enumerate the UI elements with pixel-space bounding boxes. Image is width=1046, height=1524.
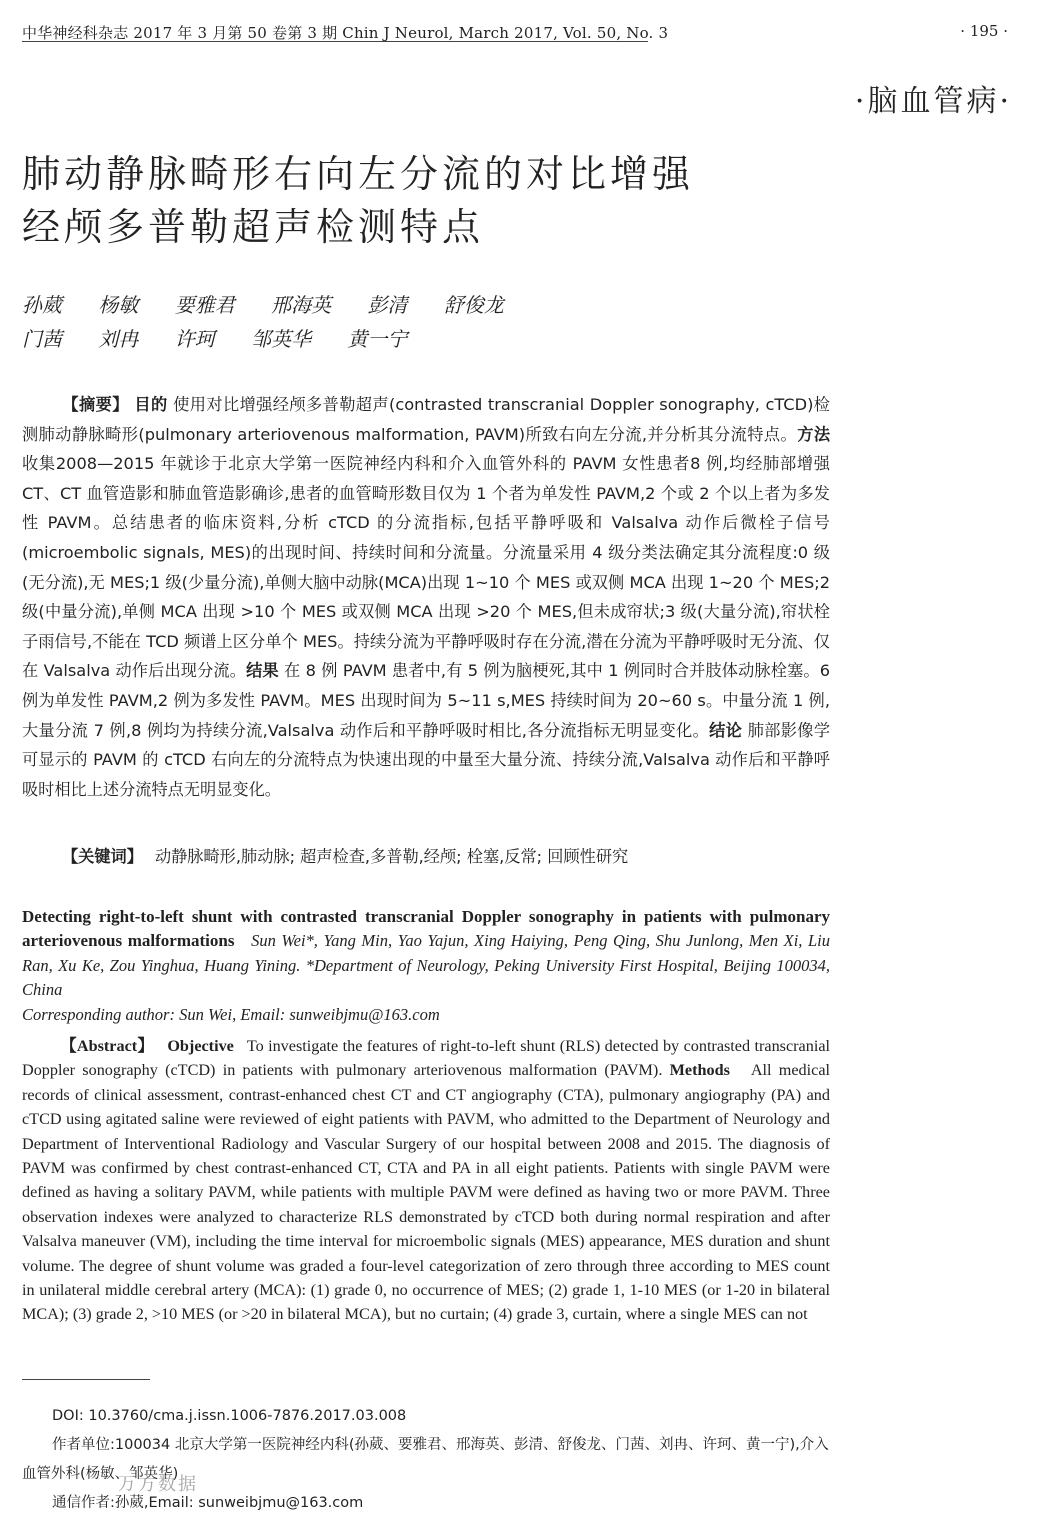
- conclusion-label: 结论: [709, 720, 743, 740]
- title-line-2: 经颅多普勒超声检测特点: [22, 205, 485, 249]
- keywords-label: 【关键词】: [62, 847, 143, 866]
- author: 彭清: [367, 293, 408, 317]
- chinese-keywords: [62, 843, 628, 867]
- title-line-1: 肺动静脉畸形右向左分流的对比增强: [22, 152, 695, 196]
- author: 要雅君: [174, 293, 235, 317]
- methods-label: 方法: [797, 424, 831, 444]
- doi-line: DOI: 10.3760/cma.j.issn.1006-7876.2017.03.008: [52, 1408, 407, 1424]
- author: 杨敏: [98, 293, 139, 317]
- abstract-label: 【摘要】: [62, 395, 129, 414]
- conclusion-text: 肺部影像学可显示的 PAVM 的 cTCD 右向左的分流特点为快速出现的中量至大量分流、持续分流,Valsalva 动作后和平静呼吸时相比上述分流特点无明显变化。: [22, 720, 831, 799]
- english-abstract: [22, 1034, 830, 1327]
- methods-text: 收集2008—2015 年就诊于北京大学第一医院神经内科和介入血管外科的 PAVM 女性患者8 例,均经肺部增强 CT、CT 血管造影和肺血管造影确诊,患者的血管畸形数目仅为 1 个者为单发性 PAVM,2 个或 2 个以上者为多发性 PAVM。总结患者的临床资料,分析 cTCD 的分流指标,包括平静呼吸和 Valsalva 动作后微栓子信号(microembolic signals, MES)的出现时间、持续时间和分流量。分流量采用 4 级分类法确定其分流程度:0 级(无分流),无 MES;1 级(少量分流),单侧大脑中动脉(MCA)出现 1~10 个 MES 或双侧 MCA 出现 1~20 个 MES;2 级(中量分流),单侧 MCA 出现 >10 个 MES 或双侧 MCA 出现 >20 个 MES,但未成帘状;3 级(大量分流),帘状栓子雨信号,不能在 TCD 频谱上区分单个 MES。持续分流为平静呼吸时存在分流,潜在分流为平静呼吸时无分流、仅在 Valsalva 动作后出现分流。: [22, 454, 830, 681]
- author: 黄一宁: [347, 327, 408, 351]
- author: 门茜: [22, 327, 62, 351]
- footnotes: [22, 1402, 838, 1518]
- chinese-abstract: [22, 390, 830, 804]
- english-header: [22, 905, 830, 1027]
- results-label: 结果: [246, 661, 279, 681]
- author-row-1: [22, 288, 534, 322]
- page-number: · 195 ·: [960, 22, 1008, 40]
- author-list: [22, 288, 534, 356]
- objective-text: To investigate the features of right-to-left shunt (RLS) detected by contrasted transcranial Doppler sonography (cTCD) in patients with pulmonary arteriovenous malformation (PAVM).: [22, 1037, 830, 1080]
- author: 邹英华: [251, 327, 312, 351]
- purpose-text: 使用对比增强经颅多普勒超声(contrasted transcranial Doppler sonography, cTCD)检测肺动静脉畸形(pulmonary arteriovenous malformation, PAVM)所致右向左分流,并分析其分流特点。: [22, 395, 830, 444]
- en-methods-text: All medical records of clinical assessment, contrast-enhanced chest CT and CT angiography (CTA), pulmonary angiography (PA) and cTCD using agitated saline were reviewed of eight patients with PAVM, who admitted to the Department of Neurology and Department of Interventional Radiology and Vascular Surgery of our hospital between 2008 and 2015. The diagnosis of PAVM was confirmed by chest contrast-enhanced CT, CTA and PA in all eight patients. Patients with single PAVM were defined as having a solitary PAVM, while patients with multiple PAVM were defined as having two or more PAVM. Three observation indexes were analyzed to characterize RLS demonstrated by cTCD both during normal respiration and after Valsalva maneuver (VM), including the time interval for microembolic signals (MES) appearance, MES duration and shunt volume. The degree of shunt volume was graded a four-level categorization of zero through three according to MES count in unilateral middle cerebral artery (MCA): (1) grade 0, no occurrence of MES; (2) grade 1, 1-10 MES (or 1-20 in bilateral MCA); (3) grade 2, >10 MES (or >20 in bilateral MCA), but no curtain; (4) grade 3, curtain, where a single MES can not: [22, 1061, 830, 1324]
- affiliation-line: 作者单位:100034 北京大学第一医院神经内科(孙葳、要雅君、邢海英、彭清、舒俊龙、门茜、刘冉、许珂、黄一宁),介入血管外科(杨敏、邹英华): [22, 1437, 829, 1482]
- results-text: 在 8 例 PAVM 患者中,有 5 例为脑梗死,其中 1 例同时合并肢体动脉栓塞。6 例为单发性 PAVM,2 例为多发性 PAVM。MES 出现时间为 5~11 s,MES 持续时间为 20~60 s。中量分流 1 例,大量分流 7 例,8 例均为持续分流,Valsalva 动作后和平静呼吸时相比,各分流指标无明显变化。: [22, 661, 831, 740]
- section-tag: ·脑血管病·: [854, 84, 1012, 119]
- en-abstract-label: 【Abstract】: [60, 1037, 155, 1055]
- author: 孙葳: [22, 293, 62, 317]
- watermark: 万方数据: [118, 1474, 198, 1495]
- english-authors: Sun Wei*, Yang Min, Yao Yajun, Xing Haiying, Peng Qing, Shu Junlong, Men Xi, Liu Ran, Xu Ke, Zou Yinghua, Huang Yining. *Department of Neurology, Peking University First Hospital, Beijing 100034, China: [22, 931, 830, 1000]
- corresponding-line: 通信作者:孙葳,Email: sunweibjmu@163.com: [52, 1495, 364, 1511]
- purpose-label: 目的: [134, 395, 168, 414]
- article-title: [22, 148, 694, 254]
- objective-label: Objective: [167, 1037, 234, 1055]
- keywords-text: 动静脉畸形,肺动脉; 超声检查,多普勒,经颅; 栓塞,反常; 回顾性研究: [154, 847, 629, 866]
- running-head: 中华神经科杂志 2017 年 3 月第 50 卷第 3 期 Chin J Neurol, March 2017, Vol. 50, No. 3: [22, 24, 669, 42]
- footnote-rule: [22, 1379, 150, 1380]
- author: 舒俊龙: [443, 293, 504, 317]
- author: 许珂: [174, 327, 215, 351]
- header-rule: [22, 41, 648, 42]
- english-title: Detecting right-to-left shunt with contrasted transcranial Doppler sonography in patients with pulmonary arteriovenous malformations: [22, 907, 830, 951]
- english-corresponding: Corresponding author: Sun Wei, Email: sunweibjmu@163.com: [22, 1004, 440, 1024]
- en-methods-label: Methods: [669, 1061, 730, 1080]
- author-row-2: [22, 322, 534, 356]
- author: 刘冉: [98, 327, 139, 351]
- author: 邢海英: [271, 293, 332, 317]
